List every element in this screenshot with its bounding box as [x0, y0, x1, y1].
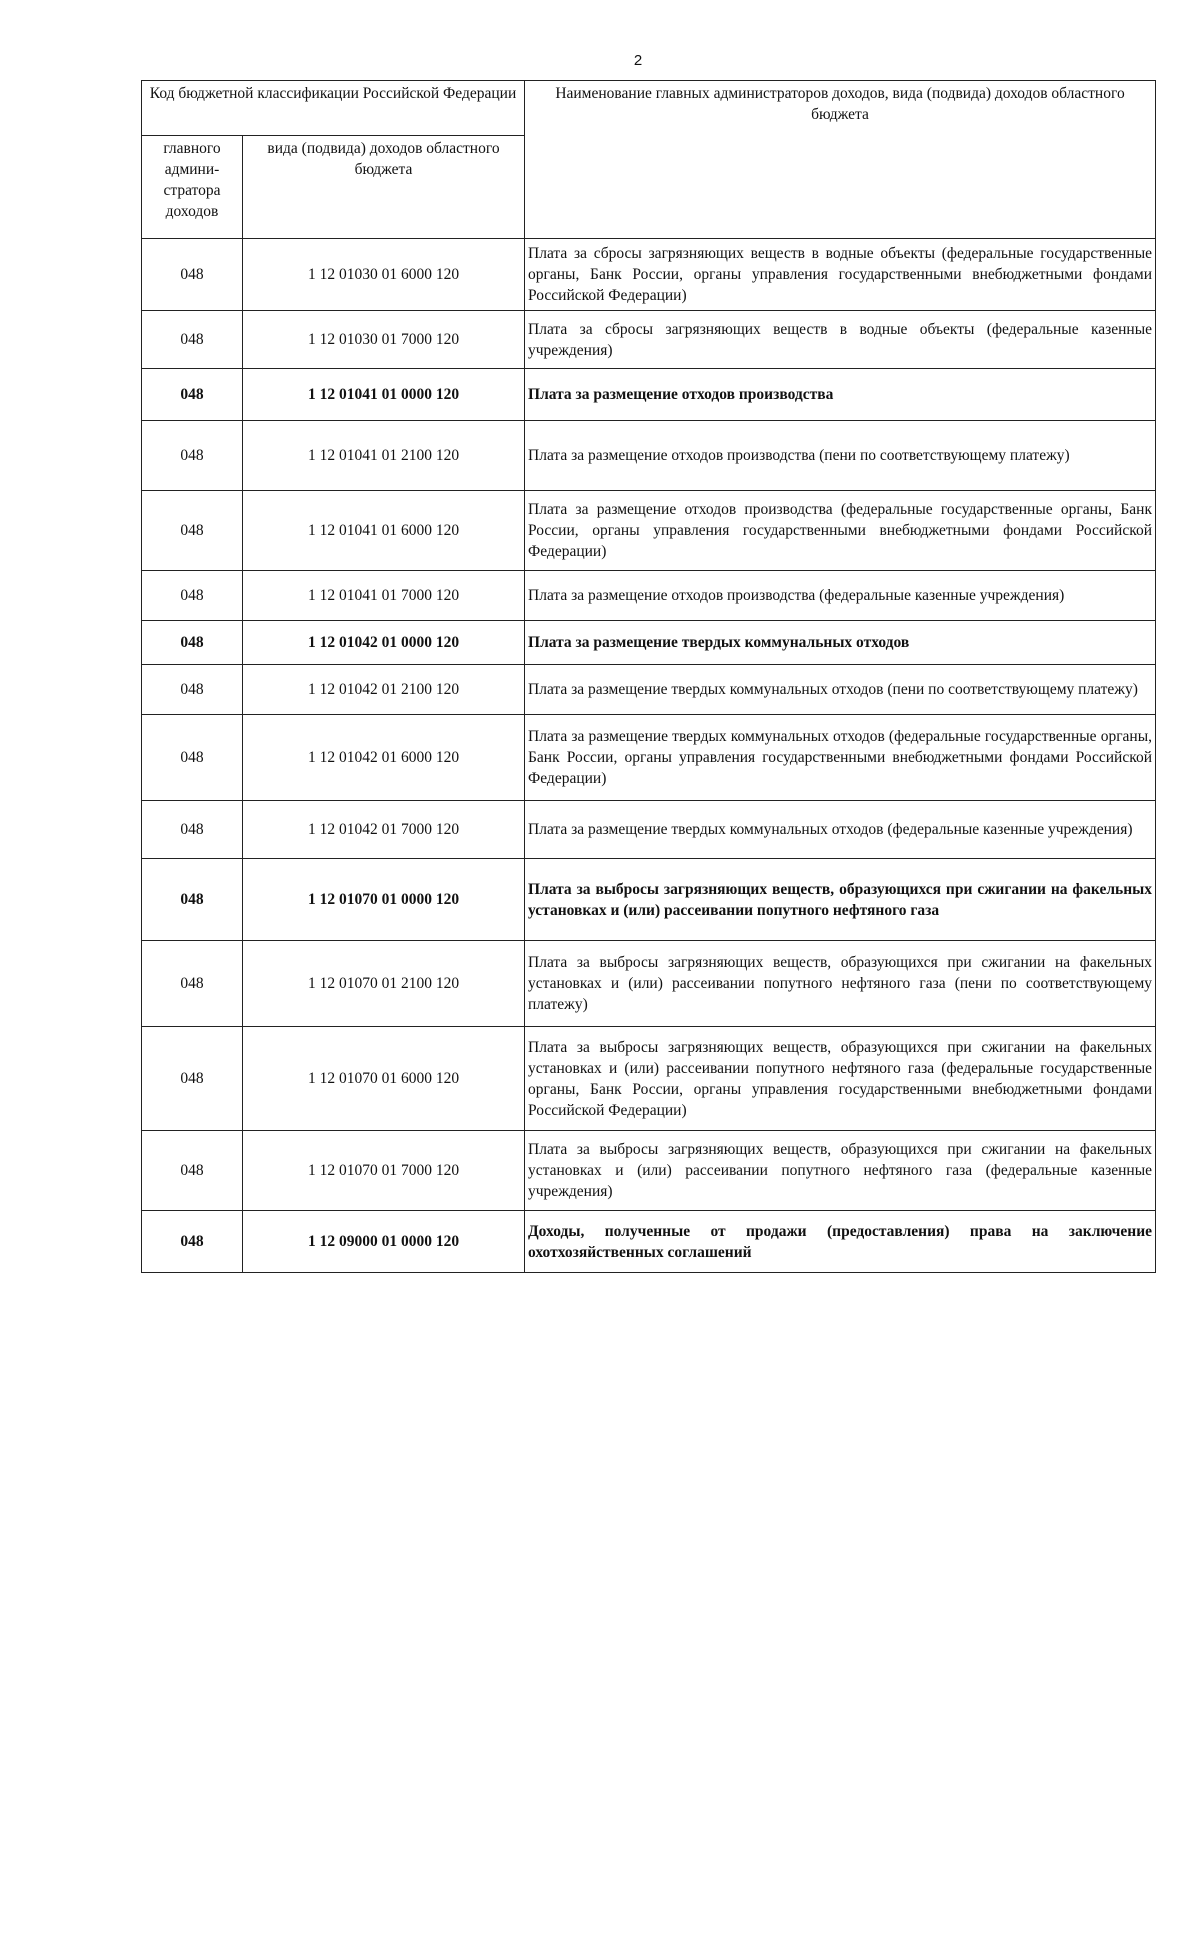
- table-row: [142, 421, 1156, 491]
- revenue-name-cell: Плата за выбросы загрязняющих веществ, образующихся при сжигании на факельных установках и (или) рассеивании попутного нефтяного газа: [525, 859, 1156, 941]
- revenue-code-cell: 1 12 01041 01 2100 120: [243, 421, 525, 491]
- revenue-name-cell: Плата за размещение твердых коммунальных отходов (федеральные казенные учреждения): [525, 801, 1156, 859]
- revenue-code-cell: 1 12 01070 01 2100 120: [243, 941, 525, 1027]
- table-header: [142, 81, 1156, 239]
- revenue-code-cell: 1 12 01030 01 7000 120: [243, 311, 525, 369]
- revenue-code-cell: 1 12 09000 01 0000 120: [243, 1211, 525, 1273]
- header-code-column: вида (подвида) доходов областного бюджета: [243, 136, 525, 239]
- page-number: 2: [633, 52, 643, 69]
- admin-code-cell: 048: [142, 621, 243, 665]
- table-row: [142, 859, 1156, 941]
- admin-code-cell: 048: [142, 491, 243, 571]
- header-admin-column: главного админи-стратора доходов: [142, 136, 243, 239]
- admin-code-cell: 048: [142, 421, 243, 491]
- revenue-name-cell: Плата за размещение отходов производства (пени по соответствующему платежу): [525, 421, 1156, 491]
- revenue-code-cell: 1 12 01041 01 7000 120: [243, 571, 525, 621]
- revenue-name-cell: Плата за сбросы загрязняющих веществ в водные объекты (федеральные казенные учреждения): [525, 311, 1156, 369]
- table-row: [142, 1211, 1156, 1273]
- admin-code-cell: 048: [142, 1211, 243, 1273]
- admin-code-cell: 048: [142, 1131, 243, 1211]
- table-row: [142, 1027, 1156, 1131]
- revenue-code-cell: 1 12 01042 01 0000 120: [243, 621, 525, 665]
- admin-code-cell: 048: [142, 369, 243, 421]
- revenue-name-cell: Плата за выбросы загрязняющих веществ, образующихся при сжигании на факельных установках и (или) рассеивании попутного нефтяного газа (федеральные казенные учреждения): [525, 1131, 1156, 1211]
- admin-code-cell: 048: [142, 665, 243, 715]
- table-row: [142, 715, 1156, 801]
- header-name-column: Наименование главных администраторов доходов, вида (подвида) доходов областного бюджета: [525, 81, 1156, 239]
- table-row: [142, 665, 1156, 715]
- admin-code-cell: 048: [142, 239, 243, 311]
- revenue-name-cell: Плата за размещение твердых коммунальных отходов: [525, 621, 1156, 665]
- admin-code-cell: 048: [142, 941, 243, 1027]
- revenue-code-cell: 1 12 01042 01 7000 120: [243, 801, 525, 859]
- admin-code-cell: 048: [142, 859, 243, 941]
- budget-classification-table: [141, 80, 1156, 1273]
- revenue-code-cell: 1 12 01070 01 6000 120: [243, 1027, 525, 1131]
- table-row: [142, 369, 1156, 421]
- revenue-code-cell: 1 12 01041 01 0000 120: [243, 369, 525, 421]
- admin-code-cell: 048: [142, 801, 243, 859]
- table-row: [142, 491, 1156, 571]
- table-row: [142, 801, 1156, 859]
- revenue-name-cell: Плата за размещение твердых коммунальных отходов (федеральные государственные органы, Банк России, органы управления государственными внебюджетными фондами Российской Федерации): [525, 715, 1156, 801]
- revenue-name-cell: Доходы, полученные от продажи (предоставления) права на заключение охотхозяйственных соглашений: [525, 1211, 1156, 1273]
- table-body: [142, 239, 1156, 1273]
- revenue-name-cell: Плата за выбросы загрязняющих веществ, образующихся при сжигании на факельных установках и (или) рассеивании попутного нефтяного газа (пени по соответствующему платежу): [525, 941, 1156, 1027]
- admin-code-cell: 048: [142, 715, 243, 801]
- table-row: [142, 239, 1156, 311]
- admin-code-cell: 048: [142, 1027, 243, 1131]
- table-row: [142, 621, 1156, 665]
- revenue-code-cell: 1 12 01042 01 6000 120: [243, 715, 525, 801]
- revenue-code-cell: 1 12 01030 01 6000 120: [243, 239, 525, 311]
- revenue-name-cell: Плата за размещение отходов производства (федеральные казенные учреждения): [525, 571, 1156, 621]
- revenue-name-cell: Плата за размещение отходов производства: [525, 369, 1156, 421]
- revenue-name-cell: Плата за размещение отходов производства (федеральные государственные органы, Банк России, органы управления государственными внебюджетными фондами Российской Федерации): [525, 491, 1156, 571]
- table-row: [142, 571, 1156, 621]
- admin-code-cell: 048: [142, 571, 243, 621]
- revenue-name-cell: Плата за сбросы загрязняющих веществ в водные объекты (федеральные государственные органы, Банк России, органы управления государственными внебюджетными фондами Российской Федерации): [525, 239, 1156, 311]
- revenue-code-cell: 1 12 01070 01 7000 120: [243, 1131, 525, 1211]
- table-row: [142, 1131, 1156, 1211]
- revenue-code-cell: 1 12 01042 01 2100 120: [243, 665, 525, 715]
- admin-code-cell: 048: [142, 311, 243, 369]
- header-code-group: Код бюджетной классификации Российской Федерации: [142, 81, 525, 136]
- table-row: [142, 941, 1156, 1027]
- revenue-name-cell: Плата за выбросы загрязняющих веществ, образующихся при сжигании на факельных установках и (или) рассеивании попутного нефтяного газа (федеральные государственные органы, Банк России, органы управления государственными внебюджетными фондами Российской Федерации): [525, 1027, 1156, 1131]
- revenue-code-cell: 1 12 01070 01 0000 120: [243, 859, 525, 941]
- revenue-code-cell: 1 12 01041 01 6000 120: [243, 491, 525, 571]
- table-row: [142, 311, 1156, 369]
- revenue-name-cell: Плата за размещение твердых коммунальных отходов (пени по соответствующему платежу): [525, 665, 1156, 715]
